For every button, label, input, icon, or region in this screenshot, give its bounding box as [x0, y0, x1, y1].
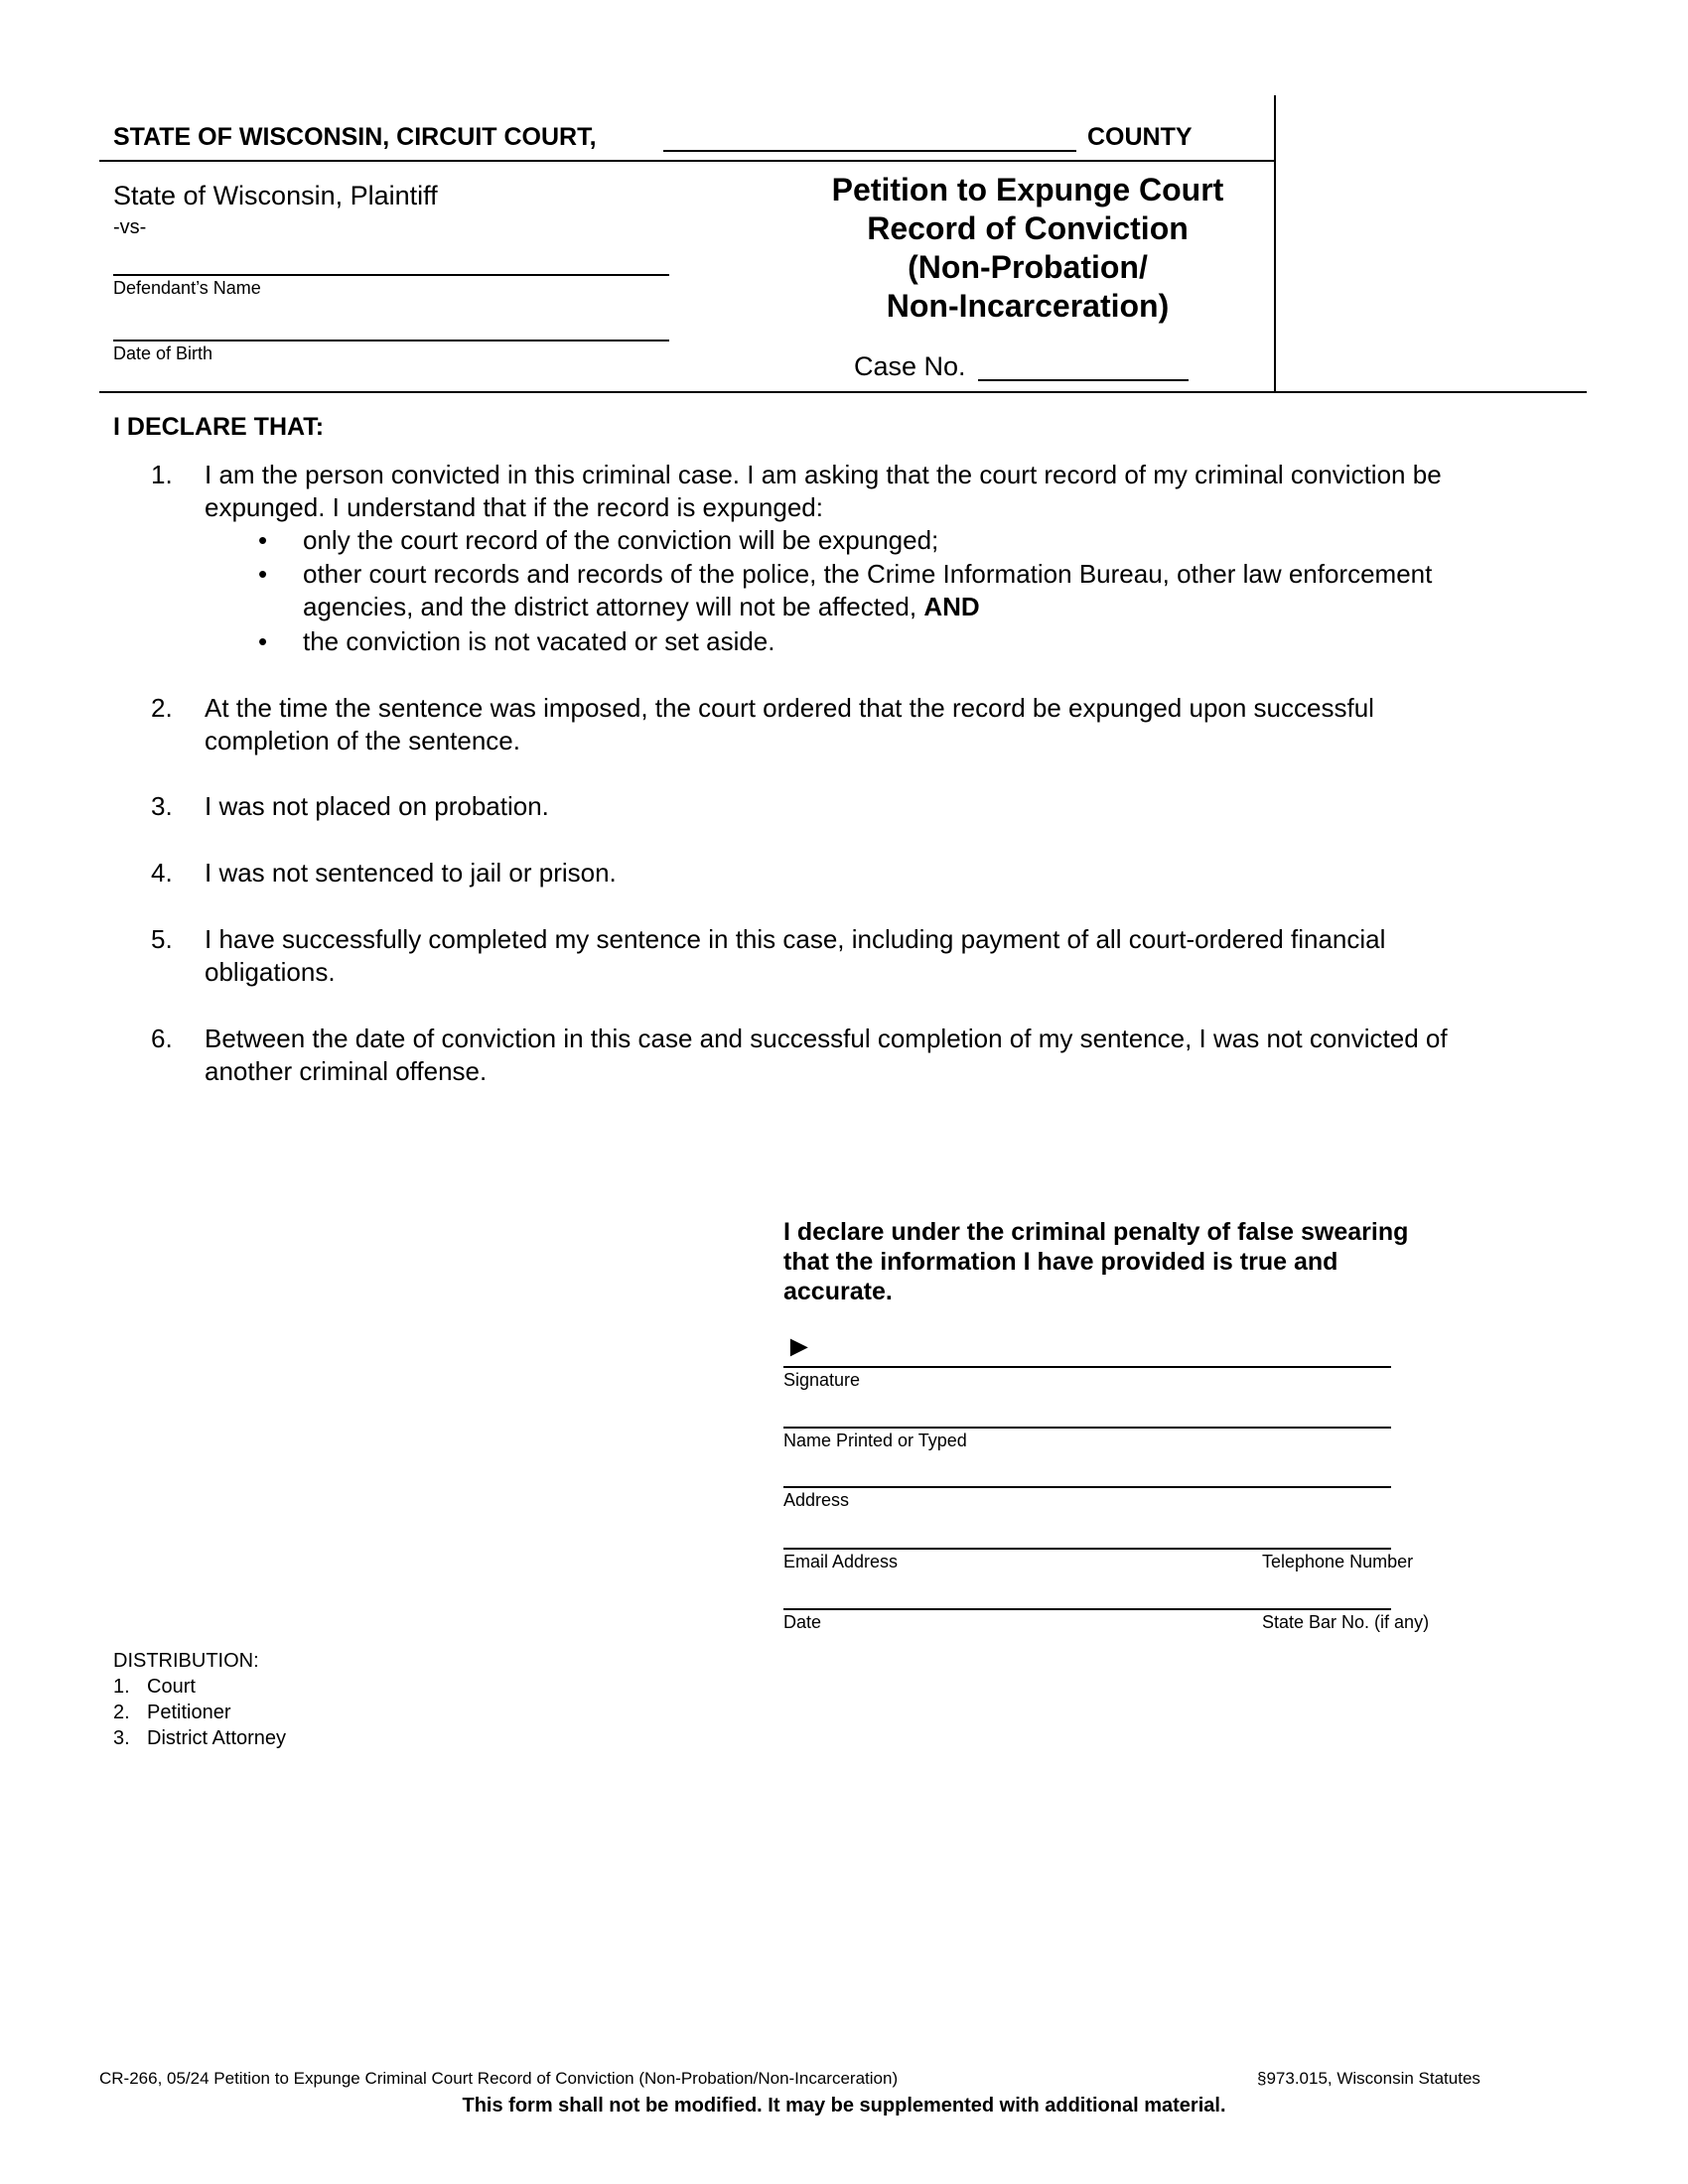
item-number: 4.	[151, 858, 173, 887]
bullet-text-line: only the court record of the conviction will be expunged;	[303, 525, 939, 555]
distribution-list	[113, 1648, 286, 1751]
item-text-line: completion of the sentence.	[205, 726, 520, 755]
address-field[interactable]	[783, 1486, 1391, 1488]
list-item-number: 2.	[113, 1702, 130, 1723]
item-text-line: I have successfully completed my sentence in this case, including payment of all court-ordered financial	[205, 924, 1386, 954]
bullet-bold-tail: AND	[923, 592, 980, 621]
bullet-glyph: •	[258, 626, 268, 656]
item-number: 1.	[151, 460, 173, 489]
form-title-line: Non-Incarceration)	[886, 288, 1170, 324]
item-number: 3.	[151, 791, 173, 821]
telephone-label: Telephone Number	[1262, 1552, 1414, 1571]
caption-top-rule	[99, 160, 1276, 162]
caption-right-border	[1274, 95, 1276, 391]
email-phone-field[interactable]	[783, 1548, 1391, 1550]
item-number: 2.	[151, 693, 173, 723]
item-text-line: I am the person convicted in this criminal case. I am asking that the court record of my criminal conviction be	[205, 460, 1442, 489]
printed-name-label: Name Printed or Typed	[783, 1431, 967, 1450]
item-number: 6.	[151, 1024, 173, 1053]
list-item	[113, 1725, 286, 1751]
list-item	[113, 1674, 286, 1700]
list-item-number: 3.	[113, 1727, 130, 1749]
printed-name-field[interactable]	[783, 1427, 1391, 1429]
email-label: Email Address	[783, 1552, 899, 1571]
address-label: Address	[783, 1490, 850, 1510]
signature-label: Signature	[783, 1370, 861, 1390]
list-item-number: 1.	[113, 1676, 130, 1698]
item-text-line: I was not sentenced to jail or prison.	[205, 858, 617, 887]
form-title-line: Petition to Expunge Court	[831, 172, 1224, 207]
form-title	[794, 171, 1261, 326]
oath-line: I declare under the criminal penalty of false swearing	[783, 1218, 1409, 1246]
defendant-name-field[interactable]	[113, 274, 669, 276]
signature-arrow-icon: ►	[784, 1330, 814, 1363]
oath-line: accurate.	[783, 1278, 893, 1305]
date-label: Date	[783, 1612, 822, 1632]
county-field[interactable]	[663, 150, 1076, 152]
date-bar-field[interactable]	[783, 1608, 1391, 1610]
form-id: CR-266, 05/24 Petition to Expunge Criminal Court Record of Conviction (Non-Probation/Non-Incarceration)	[99, 2069, 899, 2088]
plaintiff-label: State of Wisconsin, Plaintiff	[113, 181, 438, 210]
county-label: COUNTY	[1087, 123, 1193, 151]
date-of-birth-label: Date of Birth	[113, 343, 213, 363]
versus-label: -vs-	[113, 216, 147, 238]
court-line: STATE OF WISCONSIN, CIRCUIT COURT,	[113, 123, 597, 151]
caption-bottom-rule	[99, 391, 1587, 393]
bullet-glyph: •	[258, 525, 268, 555]
item-text-line: I was not placed on probation.	[205, 791, 549, 821]
date-of-birth-field[interactable]	[113, 340, 669, 341]
form-title-line: (Non-Probation/	[908, 249, 1148, 285]
list-item-label: District Attorney	[147, 1727, 287, 1749]
bullet-text-line: other court records and records of the police, the Crime Information Bureau, other law enforcement	[303, 559, 1433, 589]
list-item	[113, 1700, 286, 1725]
signature-field[interactable]	[783, 1366, 1391, 1368]
item-number: 5.	[151, 924, 173, 954]
item-text-line: Between the date of conviction in this case and successful completion of my sentence, I was not convicted of	[205, 1024, 1448, 1053]
form-title-line: Record of Conviction	[867, 210, 1189, 246]
statute-reference: §973.015, Wisconsin Statutes	[1257, 2069, 1480, 2088]
item-text-line: At the time the sentence was imposed, the court ordered that the record be expunged upon successful	[205, 693, 1374, 723]
oath-line: that the information I have provided is true and	[783, 1248, 1338, 1276]
distribution-heading: DISTRIBUTION:	[113, 1650, 259, 1672]
item-text-line: expunged. I understand that if the record is expunged:	[205, 492, 823, 522]
modification-notice: This form shall not be modified. It may be supplemented with additional material.	[462, 2095, 1226, 2116]
case-number-label: Case No.	[854, 351, 966, 381]
bullet-text-line: the conviction is not vacated or set aside.	[303, 626, 775, 656]
declare-heading: I DECLARE THAT:	[113, 413, 325, 441]
bullet-glyph: •	[258, 559, 268, 589]
list-item-label: Court	[147, 1676, 196, 1698]
item-text-line: obligations.	[205, 957, 336, 987]
bullet-text-line: agencies, and the district attorney will not be affected,	[303, 592, 917, 621]
item-text-line: another criminal offense.	[205, 1056, 488, 1086]
defendant-name-label: Defendant’s Name	[113, 278, 261, 298]
case-number-field[interactable]	[978, 379, 1189, 381]
state-bar-label: State Bar No. (if any)	[1262, 1612, 1430, 1632]
list-item-label: Petitioner	[147, 1702, 231, 1723]
oath-statement	[783, 1217, 1498, 1306]
